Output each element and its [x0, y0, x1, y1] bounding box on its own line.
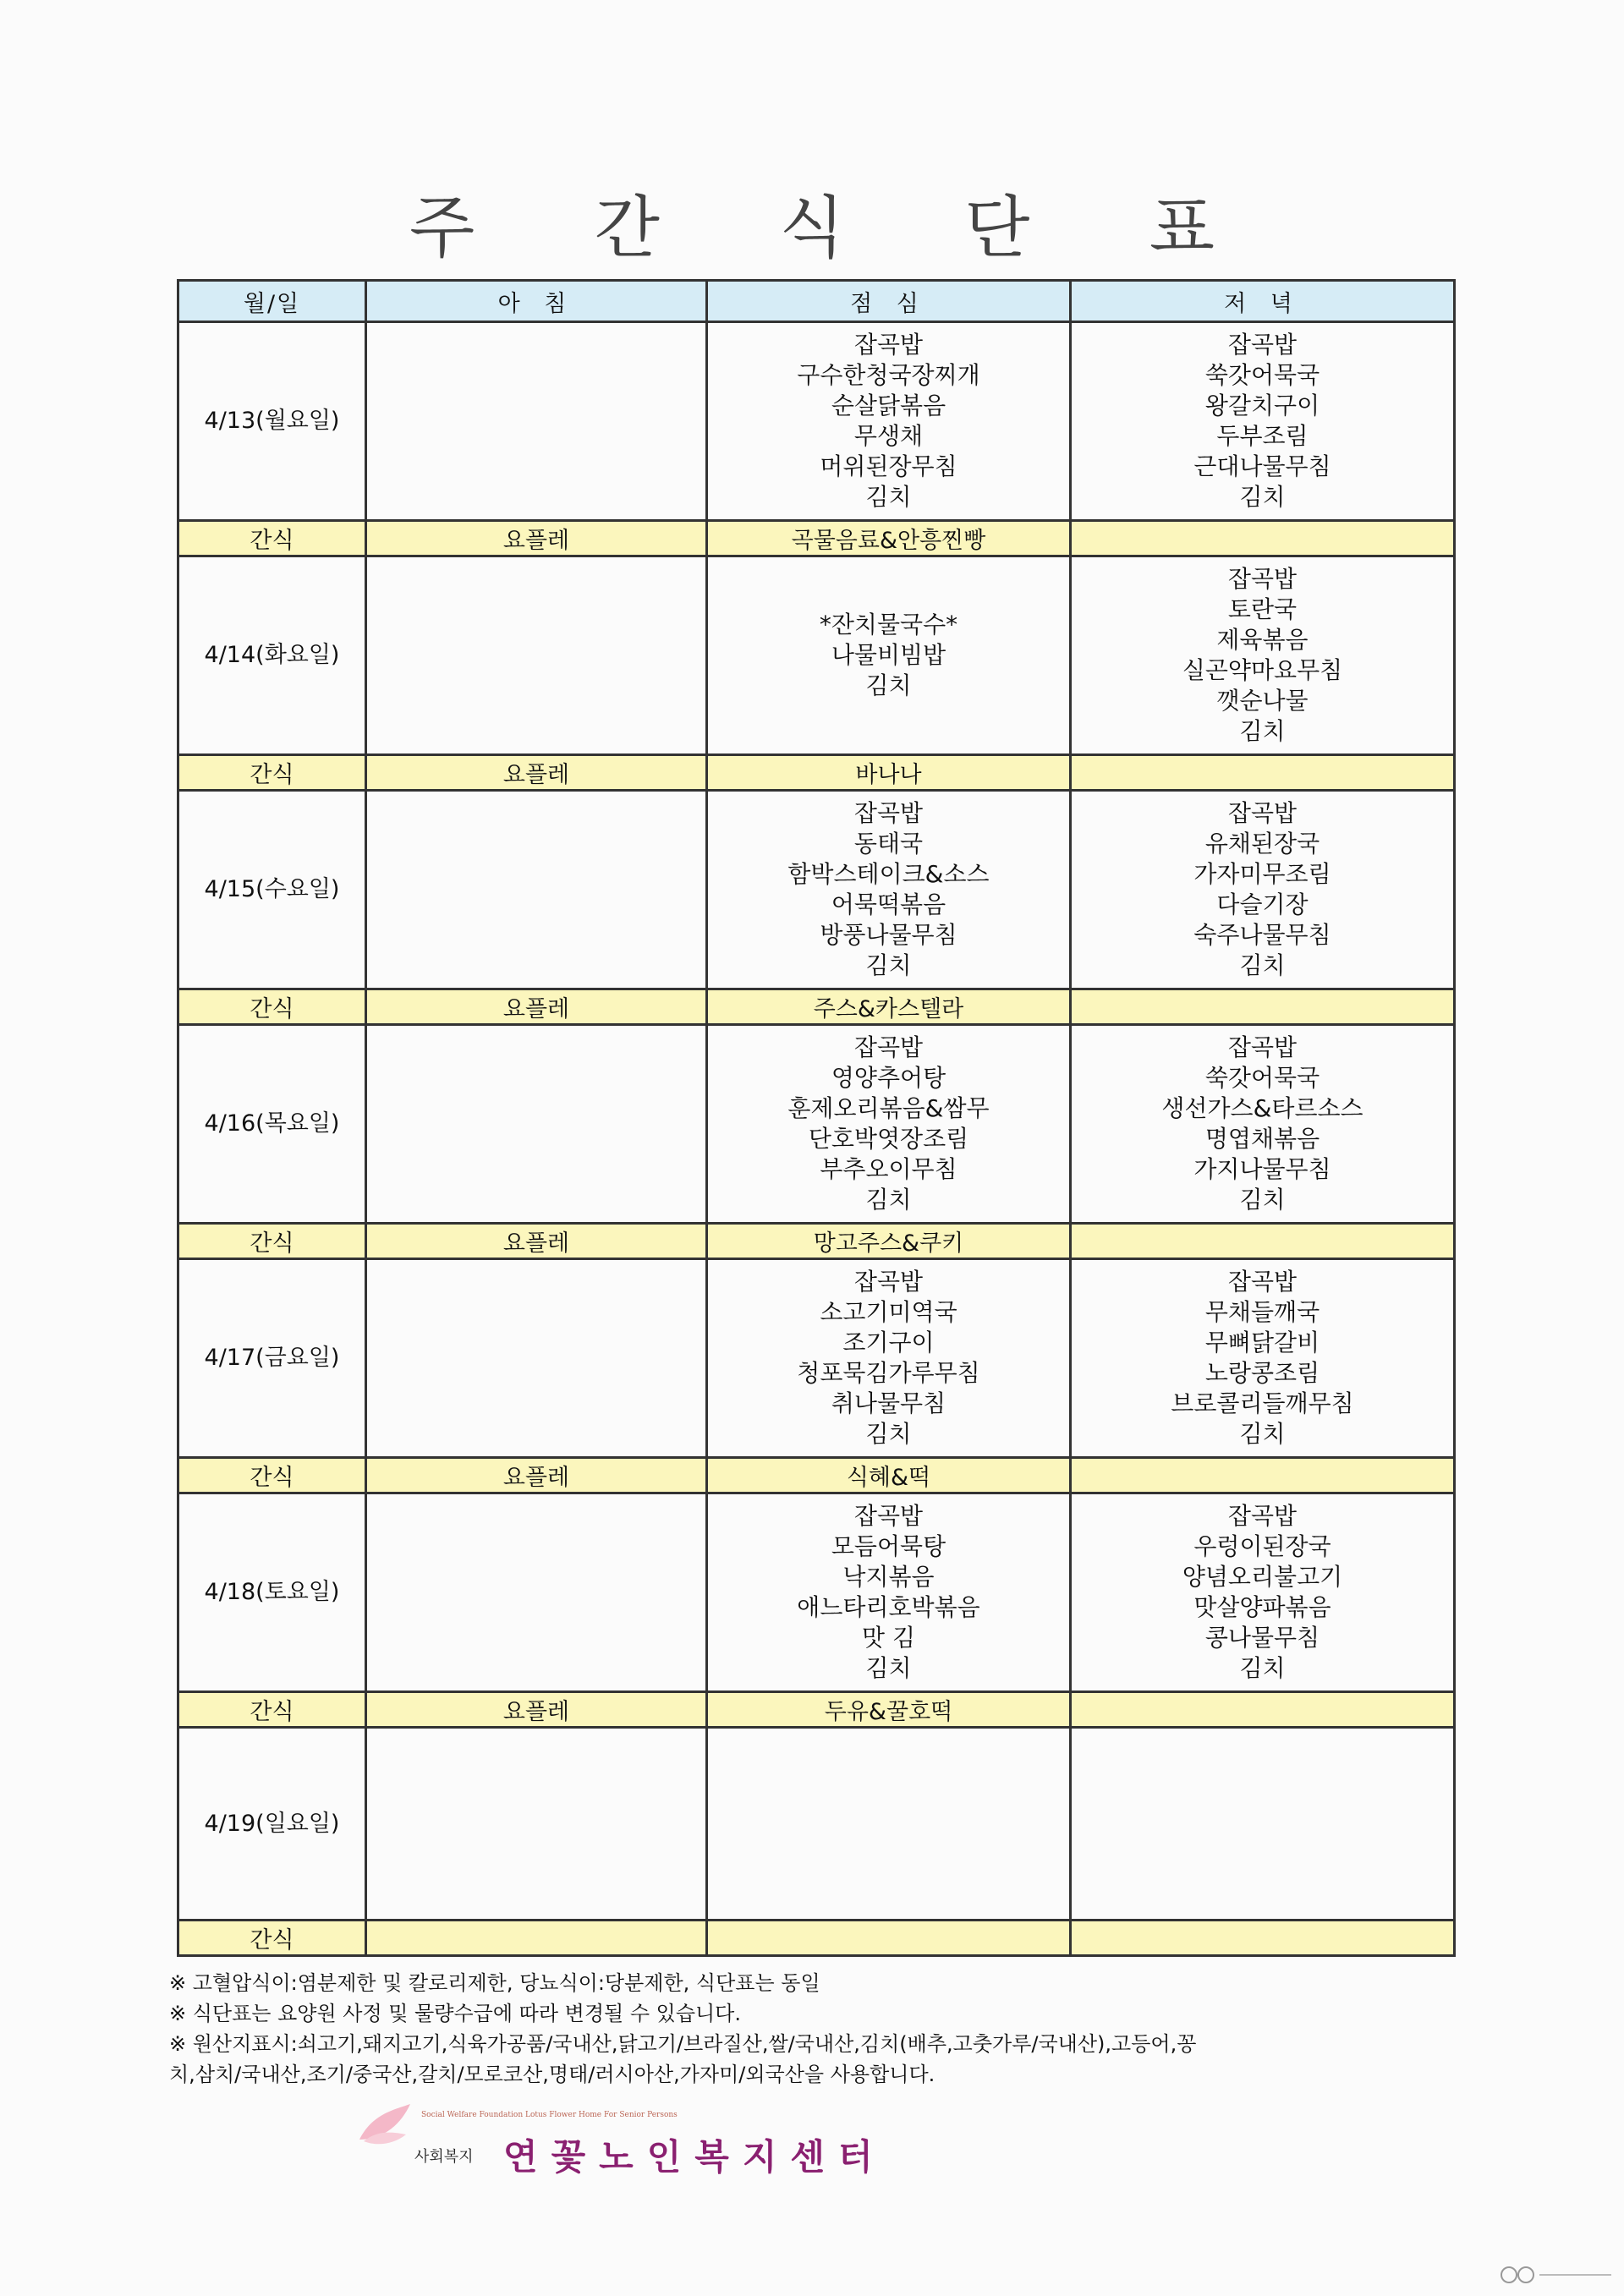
menu-item: 토란국 — [1227, 595, 1298, 623]
menu-item: 영양추어탕 — [831, 1064, 946, 1092]
day-weekday: (수요일) — [255, 876, 340, 902]
day-row — [178, 1728, 1455, 1921]
menu-item: 생선가스&타르소스 — [1161, 1094, 1363, 1122]
lotus-petal-icon — [355, 2097, 414, 2148]
menu-item: 낙지볶음 — [842, 1563, 935, 1591]
menu-item: 가자미무조림 — [1193, 860, 1331, 888]
breakfast-cell — [366, 1025, 707, 1224]
menu-item: 김치 — [865, 1186, 912, 1214]
lunch-cell — [707, 556, 1071, 755]
snack-lunch: 주스&카스텔라 — [707, 989, 1071, 1025]
menu-item: 취나물무침 — [831, 1389, 946, 1417]
menu-item: 두부조림 — [1216, 422, 1309, 450]
day-date-cell — [178, 791, 366, 989]
menu-item: 단호박엿장조림 — [808, 1125, 969, 1153]
snack-row — [178, 521, 1455, 556]
menu-item: 소고기미역국 — [820, 1298, 957, 1326]
day-date: 4/16 — [204, 1110, 256, 1137]
snack-breakfast: 요플레 — [366, 989, 707, 1025]
dinner-cell — [1071, 1259, 1455, 1458]
day-row — [178, 791, 1455, 989]
weekly-menu-table — [177, 279, 1456, 1957]
lunch-cell — [707, 1025, 1071, 1224]
menu-item: 애느타리호박볶음 — [797, 1593, 980, 1621]
snack-lunch: 망고주스&쿠키 — [707, 1224, 1071, 1259]
snack-dinner — [1071, 989, 1455, 1025]
snack-row — [178, 755, 1455, 791]
menu-item: 우렁이된장국 — [1193, 1532, 1331, 1560]
menu-item: 양념오리불고기 — [1182, 1563, 1343, 1591]
snack-dinner — [1071, 1692, 1455, 1728]
snack-label: 간식 — [178, 1224, 366, 1259]
menu-item: 잡곡밥 — [1227, 1033, 1298, 1061]
day-row — [178, 556, 1455, 755]
menu-item: 실곤약마요무침 — [1182, 656, 1343, 684]
menu-item: 훈제오리볶음&쌈무 — [787, 1094, 990, 1122]
breakfast-cell — [366, 1493, 707, 1692]
snack-label: 간식 — [178, 989, 366, 1025]
menu-item: 김치 — [1239, 1654, 1286, 1682]
breakfast-cell — [366, 556, 707, 755]
day-date-cell — [178, 1025, 366, 1224]
dinner-cell — [1071, 1493, 1455, 1692]
day-row — [178, 322, 1455, 521]
dinner-cell — [1071, 791, 1455, 989]
menu-item: 노랑콩조림 — [1204, 1359, 1320, 1387]
menu-item: 쑥갓어묵국 — [1204, 1064, 1320, 1092]
header-dinner: 저 녁 — [1071, 281, 1455, 322]
lunch-cell — [707, 1728, 1071, 1921]
menu-item: 가지나물무침 — [1193, 1155, 1331, 1183]
menu-item: 동태국 — [853, 830, 924, 858]
lunch-cell — [707, 1259, 1071, 1458]
menu-item: 함박스테이크&소스 — [787, 860, 990, 888]
day-weekday: (화요일) — [255, 642, 340, 668]
snack-lunch: 두유&꿀호떡 — [707, 1692, 1071, 1728]
menu-item: 청포묵김가루무침 — [797, 1359, 980, 1387]
menu-item: 맛살양파볶음 — [1193, 1593, 1331, 1621]
menu-item: 김치 — [865, 1654, 912, 1682]
lunch-cell — [707, 791, 1071, 989]
notes — [169, 1968, 1455, 2090]
snack-row — [178, 1224, 1455, 1259]
day-row — [178, 1493, 1455, 1692]
snack-label: 간식 — [178, 1692, 366, 1728]
corner-watermark-icon — [1497, 2262, 1616, 2288]
menu-item: 유채된장국 — [1204, 830, 1320, 858]
menu-item: 왕갈치구이 — [1204, 392, 1320, 419]
snack-row — [178, 1692, 1455, 1728]
org-type: 사회복지 — [414, 2148, 474, 2166]
day-weekday: (목요일) — [255, 1110, 340, 1137]
day-row — [178, 1259, 1455, 1458]
day-date: 4/17 — [204, 1345, 256, 1371]
menu-item: 김치 — [1239, 483, 1286, 511]
menu-item: 잡곡밥 — [1227, 1268, 1298, 1296]
menu-item: 잡곡밥 — [853, 1268, 924, 1296]
breakfast-cell — [366, 791, 707, 989]
foundation-english: Social Welfare Foundation Lotus Flower Home For Senior Persons — [421, 2111, 678, 2119]
lunch-cell — [707, 1493, 1071, 1692]
day-date: 4/18 — [204, 1579, 256, 1605]
menu-item: 다슬기장 — [1216, 890, 1309, 918]
menu-item: 부추오이무침 — [820, 1155, 957, 1183]
day-weekday: (월요일) — [255, 408, 340, 434]
snack-dinner — [1071, 1921, 1455, 1956]
center-logo — [355, 2089, 998, 2182]
menu-item: 맛 김 — [862, 1624, 915, 1652]
lunch-cell — [707, 322, 1071, 521]
snack-lunch: 식혜&떡 — [707, 1458, 1071, 1493]
breakfast-cell — [366, 1728, 707, 1921]
menu-item: 잡곡밥 — [1227, 1502, 1298, 1530]
menu-item: 김치 — [1239, 717, 1286, 745]
menu-item: 제육볶음 — [1216, 626, 1309, 654]
day-date-cell — [178, 322, 366, 521]
snack-lunch — [707, 1921, 1071, 1956]
menu-item: 잡곡밥 — [1227, 331, 1298, 359]
menu-item: *잔치물국수* — [819, 611, 958, 638]
menu-item: 깻순나물 — [1216, 687, 1309, 715]
day-weekday: (일요일) — [255, 1810, 340, 1837]
dinner-cell — [1071, 1025, 1455, 1224]
menu-item: 조기구이 — [842, 1329, 935, 1356]
breakfast-cell — [366, 1259, 707, 1458]
header-row — [178, 281, 1455, 322]
snack-breakfast: 요플레 — [366, 1224, 707, 1259]
menu-item: 잡곡밥 — [853, 1033, 924, 1061]
menu-item: 근대나물무침 — [1193, 452, 1331, 480]
snack-label: 간식 — [178, 1921, 366, 1956]
header-date: 월/일 — [178, 281, 366, 322]
snack-breakfast: 요플레 — [366, 521, 707, 556]
menu-item: 브로콜리들깨무침 — [1171, 1389, 1354, 1417]
menu-item: 잡곡밥 — [1227, 565, 1298, 593]
menu-item: 모듬어묵탕 — [831, 1532, 946, 1560]
menu-item: 무뼈닭갈비 — [1204, 1329, 1320, 1356]
menu-item: 순살닭볶음 — [831, 392, 946, 419]
day-weekday: (토요일) — [255, 1579, 340, 1605]
dinner-cell — [1071, 1728, 1455, 1921]
menu-item: 콩나물무침 — [1204, 1624, 1320, 1652]
snack-label: 간식 — [178, 521, 366, 556]
day-date-cell — [178, 1259, 366, 1458]
snack-row — [178, 989, 1455, 1025]
menu-item: 쑥갓어묵국 — [1204, 361, 1320, 389]
snack-dinner — [1071, 1224, 1455, 1259]
header-breakfast: 아 침 — [366, 281, 707, 322]
snack-dinner — [1071, 755, 1455, 791]
day-date: 4/19 — [204, 1810, 256, 1837]
menu-item: 김치 — [865, 483, 912, 511]
menu-item: 잡곡밥 — [1227, 799, 1298, 827]
note-line: 치,삼치/국내산,조기/중국산,갈치/모로코산,명태/러시아산,가자미/외국산을 사용합니다. — [169, 2063, 935, 2086]
snack-breakfast: 요플레 — [366, 755, 707, 791]
menu-item: 무채들깨국 — [1204, 1298, 1320, 1326]
menu-body — [178, 322, 1455, 1956]
snack-dinner — [1071, 521, 1455, 556]
day-date: 4/13 — [204, 408, 256, 434]
snack-lunch: 곡물음료&안흥찐빵 — [707, 521, 1071, 556]
snack-label: 간식 — [178, 755, 366, 791]
center-name: 연꽃노인복지센터 — [503, 2136, 886, 2178]
note-line: ※ 식단표는 요양원 사정 및 물량수급에 따라 변경될 수 있습니다. — [169, 2002, 741, 2025]
menu-item: 김치 — [865, 951, 912, 979]
snack-breakfast: 요플레 — [366, 1692, 707, 1728]
day-date-cell — [178, 1728, 366, 1921]
day-row — [178, 1025, 1455, 1224]
menu-item: 잡곡밥 — [853, 799, 924, 827]
menu-item: 구수한청국장찌개 — [797, 361, 980, 389]
snack-row — [178, 1921, 1455, 1956]
menu-item: 김치 — [865, 671, 912, 699]
dinner-cell — [1071, 556, 1455, 755]
menu-item: 김치 — [1239, 1420, 1286, 1448]
menu-item: 나물비빔밥 — [831, 641, 946, 669]
menu-item: 무생채 — [853, 422, 924, 450]
header-lunch: 점 심 — [707, 281, 1071, 322]
breakfast-cell — [366, 322, 707, 521]
menu-item: 어묵떡볶음 — [831, 890, 946, 918]
note-line: ※ 원산지표시:쇠고기,돼지고기,식육가공품/국내산,닭고기/브라질산,쌀/국내산,김치(배추,고춧가루/국내산),고등어,꽁 — [169, 2032, 1197, 2056]
snack-row — [178, 1458, 1455, 1493]
snack-breakfast: 요플레 — [366, 1458, 707, 1493]
menu-item: 명엽채볶음 — [1204, 1125, 1320, 1153]
dinner-cell — [1071, 322, 1455, 521]
menu-item: 잡곡밥 — [853, 1502, 924, 1530]
menu-item: 잡곡밥 — [853, 331, 924, 359]
day-weekday: (금요일) — [255, 1345, 340, 1371]
day-date-cell — [178, 556, 366, 755]
menu-item: 김치 — [1239, 951, 1286, 979]
menu-item: 김치 — [1239, 1186, 1286, 1214]
note-line: ※ 고혈압식이:염분제한 및 칼로리제한, 당뇨식이:당분제한, 식단표는 동일 — [169, 1971, 820, 1995]
day-date: 4/15 — [204, 876, 256, 902]
menu-item: 김치 — [865, 1420, 912, 1448]
menu-item: 방풍나물무침 — [820, 921, 957, 949]
day-date: 4/14 — [204, 642, 256, 668]
snack-lunch: 바나나 — [707, 755, 1071, 791]
snack-label: 간식 — [178, 1458, 366, 1493]
menu-item: 숙주나물무침 — [1193, 921, 1331, 949]
day-date-cell — [178, 1493, 366, 1692]
snack-breakfast — [366, 1921, 707, 1956]
page-title: 주 간 식 단 표 — [409, 189, 1265, 267]
snack-dinner — [1071, 1458, 1455, 1493]
menu-item: 머위된장무침 — [820, 452, 957, 480]
